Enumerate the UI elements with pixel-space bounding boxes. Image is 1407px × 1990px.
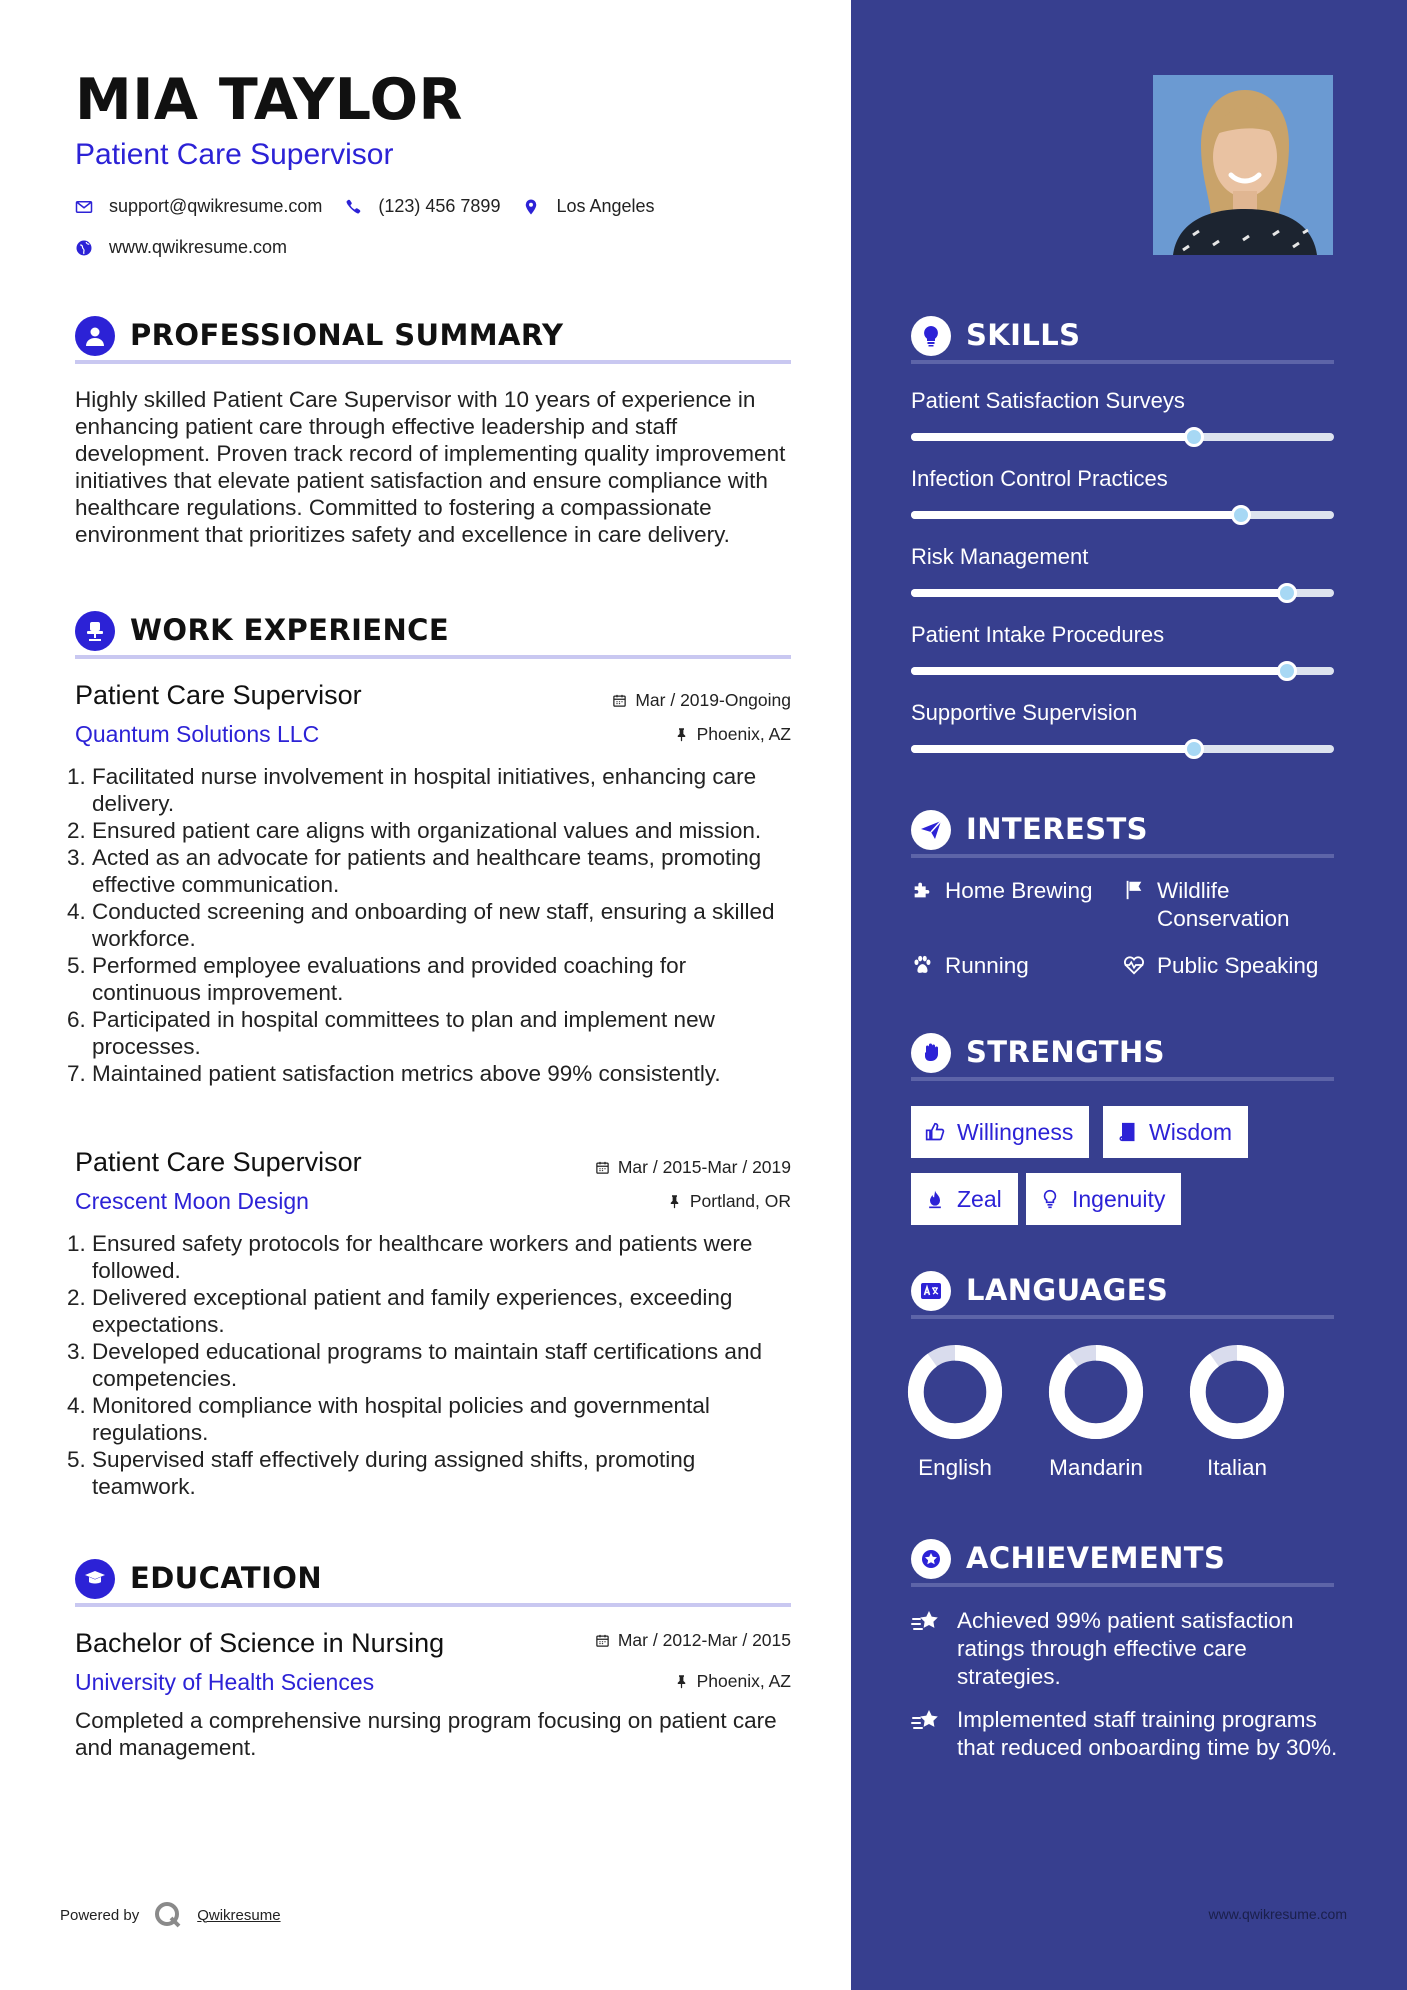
education-title: EDUCATION: [130, 1561, 323, 1595]
contact-email[interactable]: [75, 196, 322, 217]
language-item: [1167, 1343, 1307, 1481]
interest-item: Public Speaking: [1123, 952, 1343, 980]
flag-icon: [1123, 879, 1145, 901]
qwikresume-logo-icon: [153, 1900, 183, 1930]
map-pin-icon: [522, 198, 540, 216]
calendar-icon: [595, 1160, 610, 1175]
job-location: [674, 724, 791, 745]
education-location: [674, 1671, 791, 1692]
list-item: 2. Ensured patient care aligns with organizational values and mission.: [67, 818, 762, 843]
education-dates: [595, 1630, 791, 1651]
skill-bar-fill: [911, 745, 1194, 753]
candidate-role: Patient Care Supervisor: [75, 138, 394, 171]
job-location: [667, 1191, 791, 1212]
skills-header: [911, 308, 1334, 364]
strength-tag: Ingenuity: [1026, 1173, 1181, 1225]
list-item: 3. Developed educational programs to maintain staff certifications and competencies.: [67, 1339, 762, 1391]
calendar-icon: [595, 1633, 610, 1648]
skill-bar: [911, 433, 1334, 441]
shooting-star-icon: [911, 1607, 941, 1637]
summary-text: Highly skilled Patient Care Supervisor with 10 years of experience in enhancing patient care through effective leadership and staff development. Proven track record of implementing quality improvement initiatives that elevate patient satisfaction and ensure compliance with healthcare regulations. Committed to fostering a compassionate environment that prioritizes safety and excellence in care delivery.: [75, 387, 786, 547]
translate-icon: [911, 1271, 951, 1311]
language-ring: [1188, 1343, 1286, 1441]
skill-bar-fill: [911, 433, 1194, 441]
skill-bar-fill: [911, 667, 1287, 675]
paper-plane-icon: [911, 810, 951, 850]
user-icon: [75, 316, 115, 356]
skill-label: Infection Control Practices: [911, 466, 1168, 491]
interest-item: Wildlife Conservation: [1123, 877, 1323, 933]
raised-fist-icon: [911, 1033, 951, 1073]
job-dates: [595, 1157, 791, 1178]
job-bullets: [67, 1230, 787, 1500]
language-item: [885, 1343, 1025, 1481]
interests-header: [911, 802, 1334, 858]
skill-bar-knob: [1277, 661, 1297, 681]
languages-header: [911, 1263, 1334, 1319]
skill-bar-fill: [911, 511, 1241, 519]
job-title: Patient Care Supervisor: [75, 680, 362, 710]
puzzle-icon: [911, 879, 933, 901]
skills-title: SKILLS: [966, 318, 1081, 352]
language-ring: [906, 1343, 1004, 1441]
shooting-star-icon: [911, 1706, 941, 1736]
pushpin-icon: [674, 1674, 689, 1689]
paw-icon: [911, 954, 933, 976]
list-item: 2. Delivered exceptional patient and family experiences, exceeding expectations.: [67, 1285, 733, 1337]
list-item: 1. Facilitated nurse involvement in hospital initiatives, enhancing care delivery.: [67, 764, 757, 816]
powered-by-label: Powered by: [60, 1906, 140, 1924]
list-item: 4. Conducted screening and onboarding of new staff, ensuring a skilled workforce.: [67, 899, 775, 951]
job-dates-text: Mar / 2015-Mar / 2019: [617, 1157, 791, 1177]
phone-icon: [344, 198, 362, 216]
lightbulb-icon: [911, 316, 951, 356]
experience-header: [75, 603, 791, 659]
email-text: support@qwikresume.com: [109, 196, 323, 216]
contact-location: [522, 196, 654, 217]
language-item: [1026, 1343, 1166, 1481]
skill-label: Patient Satisfaction Surveys: [911, 388, 1185, 413]
skill-label: Supportive Supervision: [911, 700, 1138, 725]
job-location-text: Portland, OR: [689, 1191, 791, 1211]
contact-row-2: [75, 237, 309, 258]
list-item: 5. Performed employee evaluations and provided coaching for continuous improvement.: [67, 953, 687, 1005]
summary-title: PROFESSIONAL SUMMARY: [130, 318, 564, 352]
education-dates-text: Mar / 2012-Mar / 2015: [617, 1630, 791, 1650]
skill-bar-knob: [1184, 427, 1204, 447]
contact-phone[interactable]: [344, 196, 500, 217]
powered-by: [60, 1900, 281, 1930]
skill-bar-knob: [1231, 505, 1251, 525]
language-ring-fill: [1198, 1353, 1276, 1431]
profile-photo: [1153, 75, 1333, 255]
language-name: Mandarin: [1049, 1455, 1143, 1480]
strength-tag: Zeal: [911, 1173, 1018, 1225]
strength-tag: Wisdom: [1103, 1106, 1248, 1158]
graduate-icon: [75, 1559, 115, 1599]
skill-bar-knob: [1184, 739, 1204, 759]
interest-item: Running: [911, 952, 1111, 980]
skill-label: Patient Intake Procedures: [911, 622, 1165, 647]
book-icon: [1117, 1122, 1137, 1142]
list-item: 4. Monitored compliance with hospital policies and governmental regulations.: [67, 1393, 710, 1445]
skill-bar: [911, 589, 1334, 597]
heartbeat-icon: [1123, 954, 1145, 976]
interests-title: INTERESTS: [966, 812, 1148, 846]
language-name: Italian: [1206, 1455, 1268, 1480]
job-location-text: Phoenix, AZ: [696, 724, 791, 744]
job-company: Quantum Solutions LLC: [75, 721, 320, 747]
job-bullets: [67, 763, 787, 1087]
fire-icon: [925, 1189, 945, 1209]
strengths-header: [911, 1025, 1334, 1081]
job-dates: [612, 690, 791, 711]
education-location-text: Phoenix, AZ: [696, 1671, 791, 1691]
lightbulb-icon: [1040, 1189, 1060, 1209]
school-name: University of Health Sciences: [75, 1669, 375, 1695]
contact-website[interactable]: [75, 237, 287, 258]
thumbs-up-icon: [925, 1122, 945, 1142]
skill-bar-fill: [911, 589, 1287, 597]
language-name: English: [918, 1455, 992, 1480]
skill-bar: [911, 667, 1334, 675]
list-item: 6. Participated in hospital committees to plan and implement new processes.: [67, 1007, 715, 1059]
interest-item: Home Brewing: [911, 877, 1111, 905]
skill-bar-knob: [1277, 583, 1297, 603]
list-item: 3. Acted as an advocate for patients and healthcare teams, promoting effective communication.: [67, 845, 762, 897]
language-ring: [1047, 1343, 1145, 1441]
calendar-icon: [612, 693, 627, 708]
achievement-item: Achieved 99% patient satisfaction ratings through effective care strategies.: [911, 1607, 1341, 1691]
summary-header: [75, 308, 791, 364]
envelope-icon: [75, 198, 93, 216]
languages-title: LANGUAGES: [966, 1273, 1169, 1307]
contact-row: [75, 196, 677, 217]
skill-bar: [911, 511, 1334, 519]
strength-tag: Willingness: [911, 1106, 1089, 1158]
website-text: www.qwikresume.com: [109, 237, 288, 257]
candidate-name: MIA TAYLOR: [75, 67, 463, 133]
globe-icon: [75, 239, 93, 257]
list-item: 7. Maintained patient satisfaction metrics above 99% consistently.: [67, 1061, 721, 1086]
star-badge-icon: [911, 1539, 951, 1579]
language-ring-fill: [916, 1353, 994, 1431]
skill-label: Risk Management: [911, 544, 1089, 569]
skill-bar: [911, 745, 1334, 753]
location-text: Los Angeles: [556, 196, 655, 216]
pushpin-icon: [674, 727, 689, 742]
experience-title: WORK EXPERIENCE: [130, 613, 450, 647]
footer-website[interactable]: www.qwikresume.com: [1208, 1906, 1347, 1922]
phone-text: (123) 456 7899: [378, 196, 501, 216]
qwikresume-link[interactable]: Qwikresume: [197, 1906, 281, 1924]
job-title: Patient Care Supervisor: [75, 1147, 362, 1177]
list-item: 5. Supervised staff effectively during assigned shifts, promoting teamwork.: [67, 1447, 696, 1499]
sidebar: [851, 0, 1407, 1990]
achievements-header: [911, 1531, 1334, 1587]
strengths-title: STRENGTHS: [966, 1035, 1165, 1069]
office-chair-icon: [75, 611, 115, 651]
education-description: Completed a comprehensive nursing program focusing on patient care and management.: [75, 1708, 777, 1760]
achievements-title: ACHIEVEMENTS: [966, 1541, 1226, 1575]
job-dates-text: Mar / 2019-Ongoing: [635, 690, 791, 710]
education-header: [75, 1551, 791, 1607]
job-company: Crescent Moon Design: [75, 1188, 309, 1214]
language-ring-fill: [1057, 1353, 1135, 1431]
achievement-item: Implemented staff training programs that reduced onboarding time by 30%.: [911, 1706, 1341, 1762]
pushpin-icon: [667, 1194, 682, 1209]
list-item: 1. Ensured safety protocols for healthcare workers and patients were followed.: [67, 1231, 753, 1283]
degree-title: Bachelor of Science in Nursing: [75, 1628, 445, 1658]
